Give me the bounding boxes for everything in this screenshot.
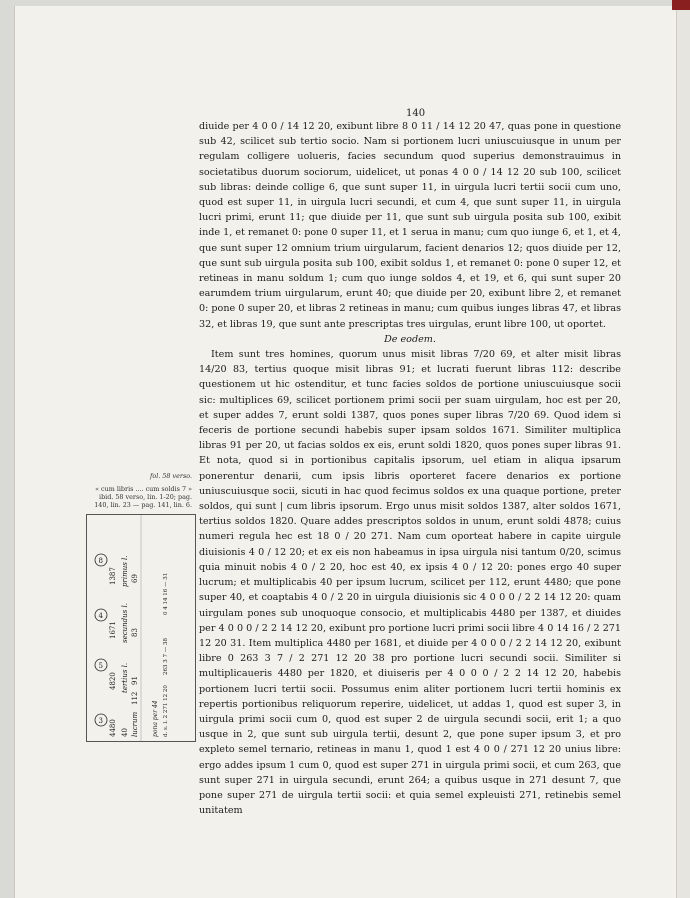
t-primus: primus l. xyxy=(121,555,129,587)
t-69: 69 xyxy=(131,574,139,583)
section-heading: De eodem. xyxy=(384,333,436,345)
t-91: 91 xyxy=(131,676,139,685)
main-text xyxy=(199,119,621,818)
circle-8: 8 xyxy=(98,557,103,565)
t-4820: 4820 xyxy=(109,672,117,690)
margin-ref: fol. 58 verso. xyxy=(150,472,192,480)
table-figure xyxy=(87,515,195,741)
t-bot1: d. s. l. 2 271 12 20 xyxy=(163,685,169,737)
t-bot2: 263 3 7 — 38 xyxy=(163,638,169,675)
circle-3: 3 xyxy=(98,717,103,725)
circle-5: 5 xyxy=(98,662,103,670)
margin-note xyxy=(84,472,192,509)
circle-marks xyxy=(95,554,107,726)
t-1671: 1671 xyxy=(109,621,117,639)
right-gutter xyxy=(676,10,690,898)
circle-4: 4 xyxy=(98,612,103,620)
page-number: 140 xyxy=(406,108,426,119)
t-4480: 4480 xyxy=(109,719,117,737)
computation-table xyxy=(86,514,196,742)
t-tertius: tertius l. xyxy=(121,662,129,693)
top-edge-bar xyxy=(672,0,690,10)
t-40: 40 xyxy=(121,728,129,737)
paragraph-2: Item sunt tres homines, quorum unus misit libras 7/20 69, et alter misit libras 14/20 83, tertius quoque misit libras 91; et lucrati fuerunt libras 112: describe questionem ut hic ostenditur, et tunc facies soldos de portione uniuscuiusque socii sic: multiplices 69, scilicet portionem primi socii per suam uirgulam, hoc est per 20, et super addes 7, erunt soldi 1387, quos pones super libras 7/20 69. Quod idem si feceris de portione secundi habebis super ipsam soldos 1671. Similiter multiplica libras 91 per 20, ut facias soldos ex eis, erunt soldi 1820, quos pones super libras 91. Et nota, quod si in portionibus capitalis ipsorum, uel etiam in aliqua ipsarum ponerentur denarii, cum ipsis libris oporteret facere denarios ex portione uniuscuiusque socii, sicuti in hac quod fecimus soldos ex una quaque portione, preter soldos, qui sunt | cum libris ipsorum. Ergo unus misit soldos 1387, alter soldos 1671, tertius soldos 1820. Quare addes prescriptos soldos in unum, erunt soldi 4878; cuius numeri regula hec est 18 0 / 20 271. Nam cum oporteat habere in capite uirgule diuisionis 4 0 / 12 20; et ex eis non habeamus in ipsa uirgula nisi tantum 0/20, scimus quia minuit nobis 4 0 / 2 20, hoc est 40, ex ipsis 4 0 / 12 20: pones ergo 40 super lucrum; et multiplicabis 40 per ipsum lucrum, scilicet per 112, erunt 4480; que pone super 40, et coaptabis 4 0 / 2 20 in uirgula diuisionis sic 4 0 0 0 / 2 2 14 12 20: quam uirgulam pones sub unoquoque consocio, et multiplicabis 4480 per 1387, et diuides per 4 0 0 0 / 2 2 14 12 20, exibunt pro portione lucri primi socii libre 4 0 14 16 / 2 271 12 20 31. Item multiplica 4480 per 1681, et diuide per 4 0 0 0 / 2 2 14 12 20, exibunt libre 0 263 3 7 / 2 271 12 20 38 pro portione lucri secundi socii. Similiter si multiplicaueris 4480 per 1820, et diuiseris per 4 0 0 0 / 2 2 14 12 20, habebis portionem lucri tertii socii. Possumus enim aliter portionem lucri tertii hominis ex repertis portionibus reliquorum reperire, uidelicet, ut addas 1, quod est super 3, in uirgula primi socii cum 0, quod est super 2 de uirgula secundi socii, erit 1; a quo usque in 2, que sunt sub uirgula tertii, desunt 2, que pone super ipsum 3, et pro expleto semel ternario, retineas in manu 1, quod 1 est 4 0 0 / 271 12 20 unius libre: ergo addes ipsum 1 cum 0, quod est super 271 in uirgula primi socii, et cum 263, que sunt super 271 in uirgula secundi, erunt 264; a quibus usque in 271 desunt 7, que pone super 271 de uirgula tertii socii: et quia semel expleuisti 271, retinebis semel unitatem xyxy=(199,349,621,817)
t-lucrum: lucrum xyxy=(131,711,139,737)
t-1387: 1387 xyxy=(109,567,117,585)
t-secundus: secundus l. xyxy=(121,603,129,643)
t-112: 112 xyxy=(131,691,139,705)
t-83: 83 xyxy=(131,628,139,637)
paragraph-1: diuide per 4 0 0 / 14 12 20, exibunt libre 8 0 11 / 14 12 20 47, quas pone in questione sub 42, scilicet sub tertio socio. Nam si portionem lucri uniuscuiusque in unum per regulam colligere uolueris, facies secundum quod superius demonstrauimus in societatibus duorum sociorum, uidelicet, ut ponas 4 0 0 / 14 12 20 sub 100, scilicet sub libras: deinde collige 6, que sunt super 11, in uirgula lucri tertii socii cum uno, quod est super 11, in uirgula lucri secundi, et cum 4, que sunt super 11, in uirgula lucri primi, erunt 11; que diuide per 11, que sunt sub uirgula posita sub 100, exibit inde 1, et remanet 0: pone 0 super 11, et 1 serua in manu; cum quo iunge 6, et 1, et 4, que sunt super 12 omnium trium uirgularum, facient denarios 12; quos diuide per 12, que sunt sub uirgula posita sub 100, exibit soldus 1, et remanet 0: pone 0 super 12, et retineas in manu soldum 1; cum quo iunge soldos 4, et 19, et 6, qui sunt super 20 earumdem trium uirgularum, erunt 40; que diuide per 20, exibunt libre 2, et remanet 0: pone 0 super 20, et libras 2 retineas in manu; cum quibus iunges libras 47, et libras 32, et libras 19, que sunt ante prescriptas tres uirgulas, erunt libre 100, ut oportet. xyxy=(199,121,621,330)
t-pona: pona per 44 xyxy=(152,700,159,737)
t-bot3: 0 4 14 16 — 31 xyxy=(163,572,169,615)
margin-citation: « cum libris .... cum soldis 7 » ibid. 58 verso, lin. 1-20; pag. 140, lin. 23 — pag. 141, lin. 6. xyxy=(94,485,192,509)
